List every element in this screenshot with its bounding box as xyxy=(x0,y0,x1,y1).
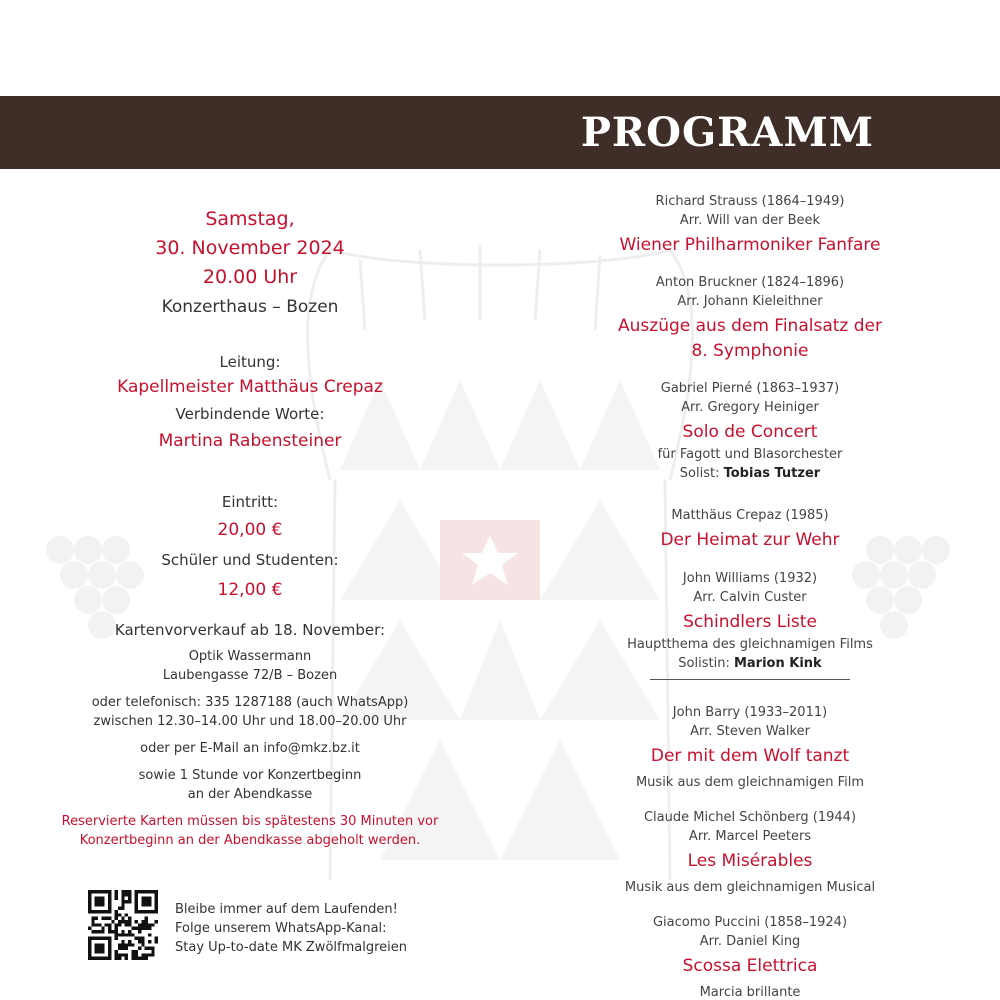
piece-title: Wiener Philharmoniker Fanfare xyxy=(619,235,881,255)
soloist-label: Solistin: xyxy=(678,656,734,671)
program-item xyxy=(500,569,1000,680)
event-info-column xyxy=(0,205,500,850)
qr-text-line-1: Bleibe immer auf dem Laufenden! xyxy=(175,902,398,917)
program-item xyxy=(500,703,1000,792)
phone-line-2: zwischen 12.30–14.00 Uhr und 18.00–20.00 Uhr xyxy=(93,714,407,729)
arranger-line: Arr. Will van der Beek xyxy=(679,213,821,228)
phone-line-1: oder telefonisch: 335 1287188 (auch WhatsApp) xyxy=(91,695,409,710)
arranger-line: Arr. Steven Walker xyxy=(690,724,810,739)
qr-code-image[interactable] xyxy=(88,890,158,960)
composer-line: Matthäus Crepaz (1985) xyxy=(671,508,829,523)
soloist-label: Solist: xyxy=(679,466,724,481)
composer-line: Gabriel Pierné (1863–1937) xyxy=(660,381,840,396)
soloist-name: Marion Kink xyxy=(733,656,822,671)
arranger-line: Arr. Marcel Peeters xyxy=(688,829,812,844)
header-band xyxy=(0,96,1000,169)
event-time: 20.00 Uhr xyxy=(202,266,298,288)
piece-subtitle: Hauptthema des gleichnamigen Films xyxy=(627,637,873,652)
soloist-line xyxy=(500,654,1000,673)
piece-title: Scossa Elettrica xyxy=(682,956,818,976)
kasse-line-1: sowie 1 Stunde vor Konzertbeginn xyxy=(138,768,362,783)
composer-line: John Barry (1933–2011) xyxy=(672,705,828,720)
reservation-note-2: Konzertbeginn an der Abendkasse abgeholt werden. xyxy=(79,833,421,848)
piece-title: 8. Symphonie xyxy=(691,341,809,361)
program-item xyxy=(500,379,1000,483)
piece-title: Der Heimat zur Wehr xyxy=(660,530,840,550)
leitung-name: Kapellmeister Matthäus Crepaz xyxy=(117,377,383,397)
arranger-line: Arr. Gregory Heiniger xyxy=(681,400,819,415)
worte-name: Martina Rabensteiner xyxy=(158,431,342,451)
composer-line: Claude Michel Schönberg (1944) xyxy=(643,810,857,825)
program-item xyxy=(500,913,1000,1000)
vorverkauf-label: Kartenvorverkauf ab 18. November: xyxy=(114,621,386,639)
divider-rule xyxy=(650,679,850,680)
composer-line: Anton Bruckner (1824–1896) xyxy=(655,275,845,290)
program-item xyxy=(500,808,1000,897)
event-day: Samstag, xyxy=(205,208,295,230)
piece-title: Der mit dem Wolf tanzt xyxy=(650,746,850,766)
piece-subtitle: Musik aus dem gleichnamigen Musical xyxy=(624,880,876,895)
piece-title: Solo de Concert xyxy=(682,422,818,442)
event-venue: Konzerthaus – Bozen xyxy=(161,297,339,317)
arranger-line: Arr. Daniel King xyxy=(699,934,801,949)
soloist-name: Tobias Tutzer xyxy=(723,466,821,481)
piece-subtitle: für Fagott und Blasorchester xyxy=(657,447,843,462)
leitung-label: Leitung: xyxy=(219,353,281,371)
qr-text-line-2: Folge unserem WhatsApp-Kanal: xyxy=(175,921,387,936)
piece-subtitle: Marcia brillante xyxy=(699,985,801,1000)
page-title: PROGRAMM xyxy=(580,109,874,156)
composer-line: Richard Strauss (1864–1949) xyxy=(655,194,845,209)
qr-text-line-3: Stay Up-to-date MK Zwölfmalgreien xyxy=(175,940,407,955)
piece-title: Auszüge aus dem Finalsatz der xyxy=(618,316,882,336)
program-item xyxy=(500,192,1000,258)
composer-line: John Williams (1932) xyxy=(682,571,818,586)
email-line: oder per E-Mail an info@mkz.bz.it xyxy=(140,741,360,756)
shop-line-1: Optik Wassermann xyxy=(188,649,312,664)
reservation-note-1: Reservierte Karten müssen bis spätestens 30 Minuten vor xyxy=(61,814,439,829)
arranger-line: Arr. Johann Kieleithner xyxy=(677,294,823,309)
worte-label: Verbindende Worte: xyxy=(175,405,325,423)
shop-line-2: Laubengasse 72/B – Bozen xyxy=(162,668,338,683)
event-date: 30. November 2024 xyxy=(155,237,345,259)
program-item xyxy=(500,506,1000,553)
schueler-price: 12,00 € xyxy=(217,580,283,600)
program-list xyxy=(500,192,1000,1000)
piece-title: Les Misérables xyxy=(687,851,813,871)
kasse-line-2: an der Abendkasse xyxy=(187,787,313,802)
soloist-line xyxy=(500,464,1000,483)
eintritt-price: 20,00 € xyxy=(217,520,283,540)
eintritt-label: Eintritt: xyxy=(221,493,279,511)
piece-title: Schindlers Liste xyxy=(683,612,817,632)
composer-line: Giacomo Puccini (1858–1924) xyxy=(652,915,848,930)
piece-subtitle: Musik aus dem gleichnamigen Film xyxy=(635,775,865,790)
whatsapp-qr-block xyxy=(88,890,488,970)
schueler-label: Schüler und Studenten: xyxy=(161,551,339,569)
arranger-line: Arr. Calvin Custer xyxy=(693,590,807,605)
program-item xyxy=(500,273,1000,364)
